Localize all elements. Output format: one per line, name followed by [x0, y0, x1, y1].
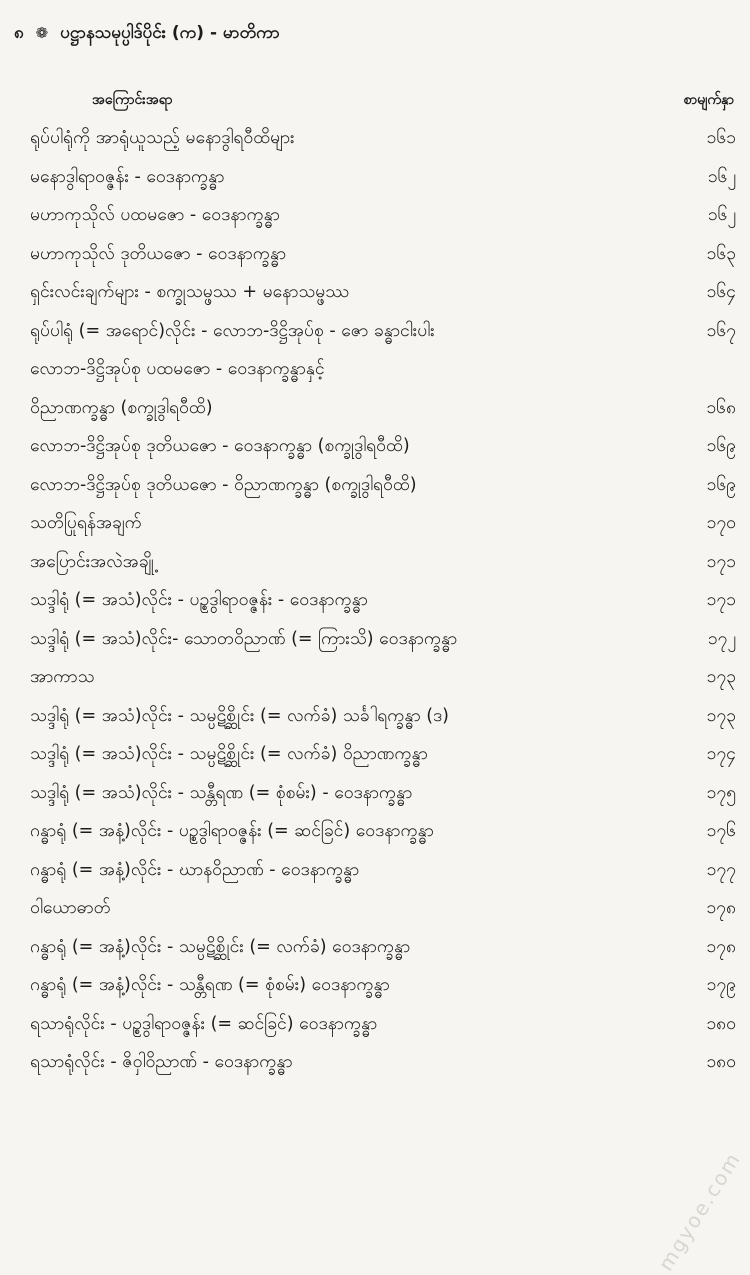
toc-entry: [30, 1044, 736, 1083]
toc-entry: [30, 813, 736, 852]
toc-entry-title: ရသာရုံလိုင်း - ဇိဝှါဝိညာဏ် - ဝေဒနာက္ခန္ဓာ: [30, 1052, 293, 1073]
toc-entry-title: လောဘ-ဒိဋ္ဌိအုပ်စု ဒုတိယဇော - ဝေဒနာက္ခန္ဓာ (စက္ခုဒွါရဝီထိ): [30, 436, 410, 457]
toc-entry: [30, 659, 736, 698]
toc-entry-title: ဂန္ဓာရုံ (= အနံ့)လိုင်း - သန္တီရဏ (= စုံစမ်း) ဝေဒနာက္ခန္ဓာ: [30, 975, 390, 996]
toc-entry-page-number: ၁၆၉: [706, 474, 736, 495]
toc-entry: [30, 544, 736, 583]
toc-entry: [30, 390, 736, 429]
toc-entry-page-number: ၁၈၀: [706, 1013, 736, 1034]
toc-entry-page-number: ၁၇၅: [706, 782, 736, 803]
toc-entry: [30, 236, 736, 275]
toc-entry-title: ဂန္ဓာရုံ (= အနံ့)လိုင်း - သမ္ပဋိစ္ဆိုင်း (= လက်ခံ) ဝေဒနာက္ခန္ဓာ: [30, 936, 411, 957]
toc-entry-title: လောဘ-ဒိဋ္ဌိအုပ်စု ပထမဇော - ဝေဒနာက္ခန္ဓာနှင့်: [30, 359, 325, 380]
toc-entry-page-number: ၁၆၇: [706, 320, 736, 341]
toc-entry-title: အာကာသ: [30, 667, 95, 688]
toc-entry-page-number: ၁၇၄: [706, 744, 736, 765]
toc-entry-page-number: ၁၇၇: [706, 859, 736, 880]
running-head: [14, 22, 280, 47]
toc-entry-page-number: ၁၇၃: [706, 705, 736, 726]
toc-entry: [30, 1006, 736, 1045]
toc-entry-title: အပြောင်းအလဲအချို့: [30, 551, 154, 572]
toc-entry-title: သဒ္ဒါရုံ (= အသံ)လိုင်း - သမ္ပဋိစ္ဆိုင်း (= လက်ခံ) သင်္ခါရက္ခန္ဓာ (ဒ): [30, 705, 450, 726]
toc-entry: [30, 313, 736, 352]
toc-entry: [30, 967, 736, 1006]
toc-entry-title: သဒ္ဒါရုံ (= အသံ)လိုင်း - သန္တီရဏ (= စုံစမ်း) - ဝေဒနာက္ခန္ဓာ: [30, 782, 413, 803]
toc-entry: [30, 582, 736, 621]
page-number: ၈: [14, 23, 24, 43]
toc-entry-title: မဟာကုသိုလ် ပထမဇော - ဝေဒနာက္ခန္ဓာ: [30, 205, 280, 226]
toc-entry-page-number: ၁၈၀: [706, 1052, 736, 1073]
toc-entry-title: သဒ္ဒါရုံ (= အသံ)လိုင်း - သမ္ပဋိစ္ဆိုင်း (= လက်ခံ) ဝိညာဏက္ခန္ဓာ: [30, 744, 428, 765]
toc-entry: [30, 852, 736, 891]
book-title: ပဋ္ဌာနသမုပ္ပါဒ်ပိုင်း (က) - မာတိကာ: [60, 23, 280, 43]
toc-entry: [30, 505, 736, 544]
toc-entry: [30, 775, 736, 814]
toc-entry-title: သဒ္ဒါရုံ (= အသံ)လိုင်း- သောတဝိညာဏ် (= ကြားသိ) ဝေဒနာက္ခန္ဓာ: [30, 628, 458, 649]
toc-entry: [30, 467, 736, 506]
toc-entry-page-number: ၁၇၈: [706, 936, 736, 957]
toc-entry-page-number: ၁၆၂: [707, 205, 736, 226]
toc-entry-title: ရှင်းလင်းချက်များ - စက္ခုသမ္ဖဿ + မနောသမ္ဖဿ: [30, 282, 350, 303]
toc-entry-title: ရုပ်ပါရုံ (= အရောင်)လိုင်း - လောဘ-ဒိဋ္ဌိအုပ်စု - ဇော ခန္ဓာငါးပါး: [30, 320, 435, 341]
toc-entry-page-number: ၁၇၉: [706, 975, 736, 996]
toc-entry: [30, 736, 736, 775]
toc-entry-title: ဂန္ဓာရုံ (= အနံ့)လိုင်း - ပဉ္စဒွါရာဝဇ္ဇန်း (= ဆင်ခြင်) ဝေဒနာက္ခန္ဓာ: [30, 821, 434, 842]
toc-entry: [30, 351, 736, 390]
table-of-contents: [30, 120, 736, 1083]
toc-entry-page-number: ၁၇၁: [706, 551, 736, 572]
toc-entry-page-number: ၁၇၈: [706, 898, 736, 919]
toc-entry: [30, 929, 736, 968]
toc-entry-page-number: ၁၆၃: [706, 243, 736, 264]
toc-entry-title: ရသာရုံလိုင်း - ပဉ္စဒွါရာဝဇ္ဇန်း (= ဆင်ခြင်) ဝေဒနာက္ခန္ဓာ: [30, 1013, 378, 1034]
toc-entry-page-number: ၁၇၃: [706, 667, 736, 688]
watermark: mgyoe.com: [653, 1147, 746, 1275]
toc-entry-page-number: ၁၇၁: [706, 590, 736, 611]
toc-entry-page-number: ၁၆၄: [706, 282, 736, 303]
toc-entry-page-number: ၁၇၆: [706, 821, 736, 842]
toc-entry: [30, 621, 736, 660]
toc-entry-title: ဝါယောဓာတ်: [30, 898, 111, 919]
toc-entry-title: ဝိညာဏက္ခန္ဓာ (စက္ခုဒွါရဝီထိ): [30, 397, 213, 418]
toc-entry: [30, 428, 736, 467]
toc-entry-page-number: ၁၆၉: [706, 436, 736, 457]
toc-entry-title: လောဘ-ဒိဋ္ဌိအုပ်စု ဒုတိယဇော - ဝိညာဏက္ခန္ဓာ (စက္ခုဒွါရဝီထိ): [30, 474, 417, 495]
page-column-heading: စာမျက်နှာ: [683, 92, 734, 108]
toc-entry-title: ဂန္ဓာရုံ (= အနံ့)လိုင်း - ဃာနဝိညာဏ် - ဝေဒနာက္ခန္ဓာ: [30, 859, 360, 880]
toc-entry-title: မနောဒွါရာဝဇ္ဇန်း - ဝေဒနာက္ခန္ဓာ: [30, 166, 225, 187]
toc-entry: [30, 274, 736, 313]
toc-entry: [30, 120, 736, 159]
toc-entry: [30, 197, 736, 236]
toc-entry-page-number: ၁၇၂: [707, 628, 736, 649]
toc-entry-title: သဒ္ဒါရုံ (= အသံ)လိုင်း - ပဉ္စဒွါရာဝဇ္ဇန်း - ဝေဒနာက္ခန္ဓာ: [30, 590, 368, 611]
flower-ornament-icon: ❁: [35, 24, 49, 42]
toc-entry-page-number: ၁၆၈: [706, 397, 736, 418]
toc-entry: [30, 890, 736, 929]
toc-entry-title: မဟာကုသိုလ် ဒုတိယဇော - ဝေဒနာက္ခန္ဓာ: [30, 243, 287, 264]
toc-entry-page-number: ၁၆၂: [707, 166, 736, 187]
toc-entry-page-number: ၁၇၀: [706, 513, 736, 534]
toc-entry: [30, 698, 736, 737]
toc-entry-page-number: ၁၆၁: [706, 128, 736, 149]
toc-entry: [30, 159, 736, 198]
toc-entry-title: သတိပြုရန်အချက်: [30, 513, 142, 534]
toc-entry-title: ရုပ်ပါရုံကို အာရုံယူသည့် မနောဒွါရဝီထိများ: [30, 128, 295, 149]
topic-column-heading: အကြောင်းအရာ: [92, 92, 173, 108]
